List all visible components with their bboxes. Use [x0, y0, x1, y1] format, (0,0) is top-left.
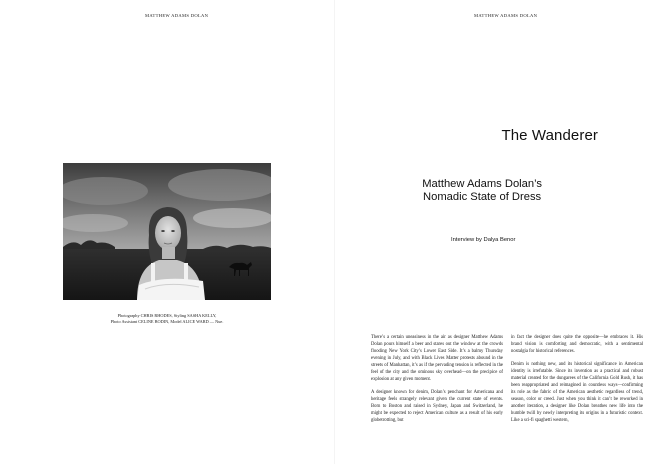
article-byline: Interview by Dalya Benor — [451, 237, 516, 243]
body-column-left — [371, 334, 503, 430]
article-subtitle — [422, 178, 542, 204]
body-paragraph: A designer known for denim, Dolan’s penchant for Americana and heritage feels strangely relevant given the current state of events. Born to Boston and raised in Sydney, Japan and Switzerland, he might be expected to reject American culture as a result of his early globetrotting, but — [371, 390, 503, 423]
photo-caption-line: Photography CHRIS RHODES, Styling SASHA KELLY, — [117, 313, 217, 318]
running-head-left: MATTHEW ADAMS DOLAN — [145, 13, 209, 18]
portrait-photo — [63, 163, 271, 300]
body-paragraph: Denim is nothing new, and its historical significance in American identity is irrefutable. Since its invention as a practical and robust material created for the dungarees of the California Gold Rush, it has been reappropriated and reimagined in countless ways—confirming its role as the fabric of the American aesthetic regardless of trend, season, color or creed. Just when you think it can’t be reworked in another iteration, a designer like Dolan breathes new life into the humble twill by newly interpreting its origins in a futuristic context. Like a sci-fi spaghetti western, — [511, 362, 643, 423]
body-column-right — [511, 334, 643, 430]
photo-caption — [63, 313, 271, 325]
running-head-right: MATTHEW ADAMS DOLAN — [474, 13, 538, 18]
article-title: The Wanderer — [501, 127, 598, 144]
body-paragraph: There’s a certain uneasiness in the air as designer Matthew Adams Dolan pours himself a beer and stares out the window at the crowds flooding New York City’s Lower East Side. It’s a balmy Thursday evening in July, and with Black Lives Matter protests abound in the streets of Manhattan, it’s as if the pervading tension is reflected in the feel of the city and the ominous sky overhead—on the precipice of explosion at any given moment. — [371, 335, 503, 382]
page-gutter — [334, 0, 335, 464]
body-paragraph: in fact the designer does quite the opposite—he embraces it. His brand vision is comforting and democratic, with a sentimental nostalgia for historical references. — [511, 335, 643, 354]
subtitle-line: Matthew Adams Dolan’s — [422, 178, 542, 190]
subtitle-line: Nomadic State of Dress — [423, 191, 542, 203]
photo-caption-line: Photo Assistant CELINE BODIN, Model ALICE WARD — Nue. — [110, 319, 224, 324]
